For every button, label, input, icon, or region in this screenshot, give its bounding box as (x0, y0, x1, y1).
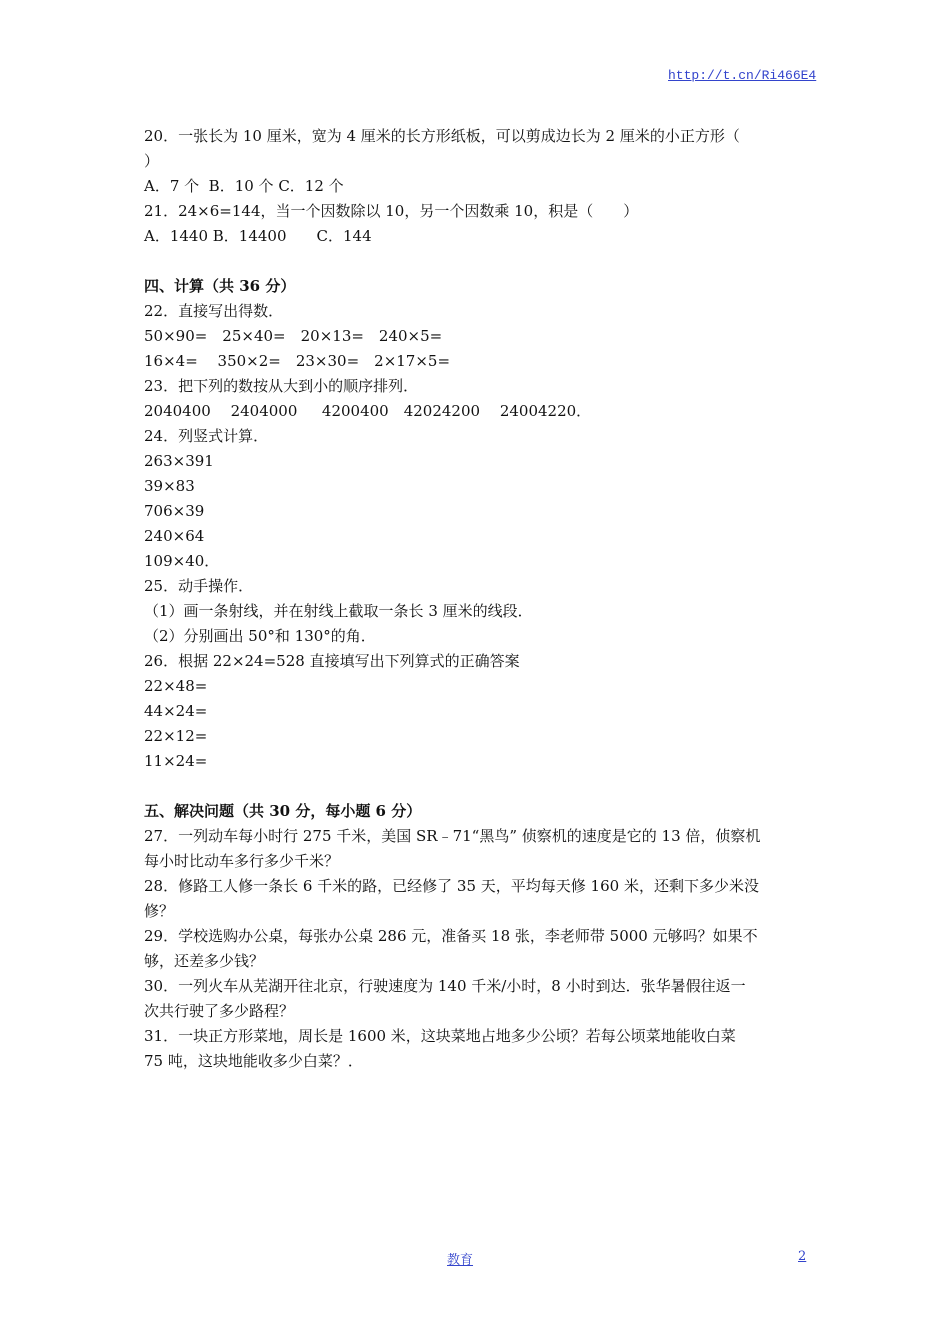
q22-row2: 16×4= 350×2= 23×30= 2×17×5= (144, 352, 451, 370)
page-number[interactable]: 2 (798, 1249, 807, 1264)
q25-part1: （1）画一条射线，并在射线上截取一条长 3 厘米的线段． (144, 602, 533, 620)
q31-line1: 31．一块正方形菜地，周长是 1600 米，这块菜地占地多少公顷？若每公顷菜地能收白菜 (144, 1027, 736, 1045)
section5-heading: 五、解决问题（共 30 分，每小题 6 分） (144, 802, 422, 820)
q26-item: 22×48= (144, 677, 208, 695)
q23-numbers: 2040400 2404000 4200400 42024200 24004220． (144, 402, 592, 420)
q22-row1: 50×90= 25×40= 20×13= 240×5= (144, 327, 443, 345)
q24-item: 39×83 (144, 477, 195, 495)
q29-line2: 够，还差多少钱？ (144, 952, 265, 970)
q28-line2: 修？ (144, 902, 175, 920)
q20-options: A．7 个 B．10 个 C．12 个 (144, 177, 344, 195)
q21-stem: 21．24×6=144，当一个因数除以 10，另一个因数乘 10，积是（ ） (144, 202, 639, 220)
q25-stem: 25．动手操作． (144, 577, 254, 595)
q23-stem: 23．把下列的数按从大到小的顺序排列． (144, 377, 419, 395)
q26-item: 22×12= (144, 727, 208, 745)
q31-line2: 75 吨，这块地能收多少白菜？． (144, 1052, 363, 1070)
q30-line1: 30．一列火车从芜湖开往北京，行驶速度为 140 千米/小时，8 小时到达．张华暑假往返一 (144, 977, 746, 995)
q29-line1: 29．学校选购办公桌，每张办公桌 286 元，准备买 18 张，李老师带 5000 元够吗？如果不 (144, 927, 758, 945)
q24-item: 263×391 (144, 452, 214, 470)
q24-stem: 24．列竖式计算． (144, 427, 269, 445)
q25-part2: （2）分别画出 50°和 130°的角． (144, 627, 376, 645)
q20-line1: 20．一张长为 10 厘米，宽为 4 厘米的长方形纸板，可以剪成边长为 2 厘米的小正方形（ (144, 127, 740, 145)
q26-item: 11×24= (144, 752, 208, 770)
q26-item: 44×24= (144, 702, 208, 720)
q21-options: A．1440 B．14400 C．144 (144, 227, 372, 245)
document-body (144, 124, 809, 1074)
q27-line2: 每小时比动车多行多少千米？ (144, 852, 340, 870)
footer-link[interactable]: 教育 (447, 1253, 474, 1268)
section4-heading: 四、计算（共 36 分） (144, 277, 296, 295)
q28-line1: 28．修路工人修一条长 6 千米的路，已经修了 35 天，平均每天修 160 米，还剩下多少米没 (144, 877, 759, 895)
header-url-link[interactable]: http://t.cn/Ri466E4 (668, 68, 817, 83)
q20-line2: ） (144, 152, 160, 170)
q24-item: 109×40． (144, 552, 220, 570)
q24-item: 706×39 (144, 502, 205, 520)
q26-stem: 26．根据 22×24=528 直接填写出下列算式的正确答案 (144, 652, 520, 670)
q30-line2: 次共行驶了多少路程？ (144, 1002, 295, 1020)
q27-line1: 27．一列动车每小时行 275 千米，美国 SR﹣71“黑鸟” 侦察机的速度是它的 13 倍，侦察机 (144, 827, 761, 845)
q24-item: 240×64 (144, 527, 205, 545)
q22-stem: 22．直接写出得数． (144, 302, 284, 320)
